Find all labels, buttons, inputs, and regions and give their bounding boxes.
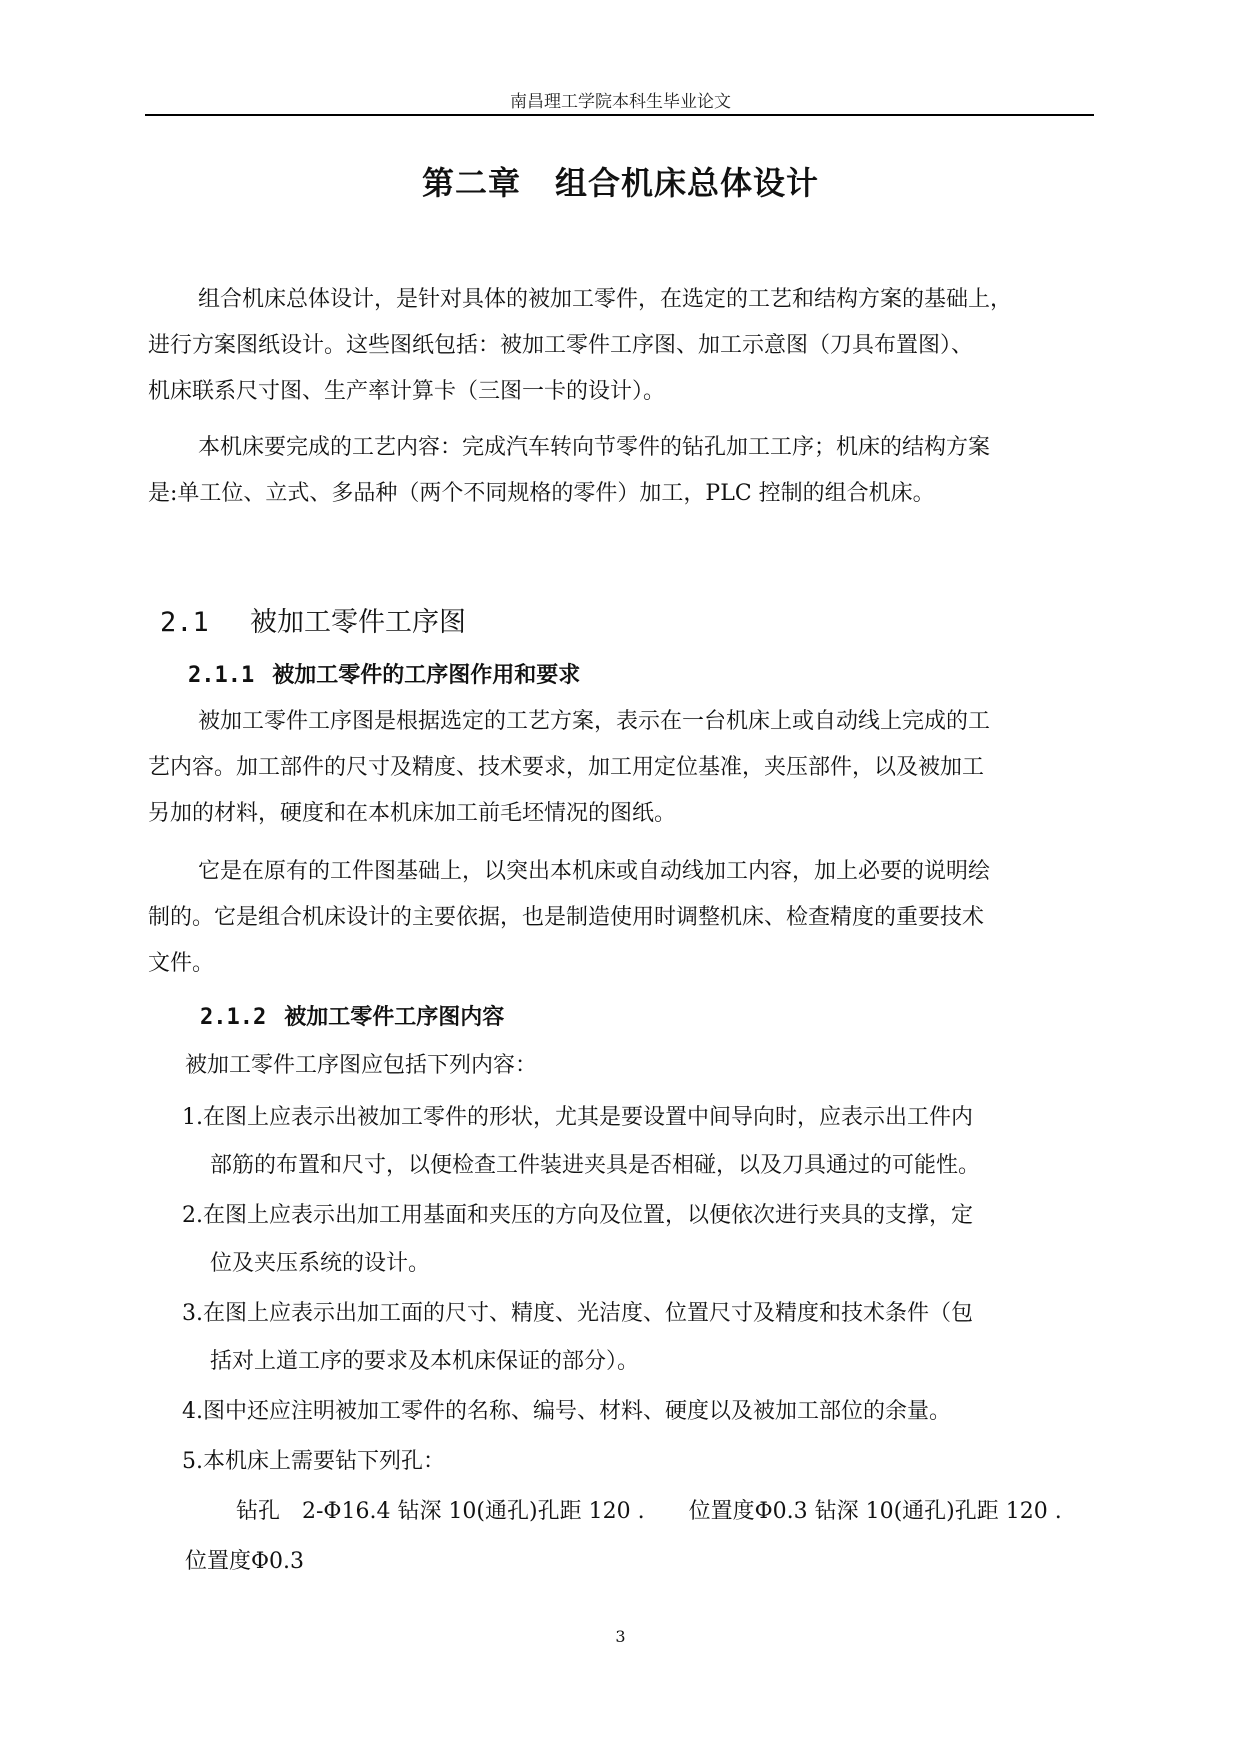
intro-p1-line3: 机床联系尺寸图、生产率计算卡（三图一卡的设计）。 [148,379,666,404]
list-item-2-line1: 2.在图上应表示出加工用基面和夹压的方向及位置，以便依次进行夹具的支撑，定 [182,1203,973,1228]
list-item-5-line1: 5.本机床上需要钻下列孔： [182,1449,445,1474]
list-item-3-line2: 括对上道工序的要求及本机床保证的部分）。 [210,1349,640,1374]
s212-lead: 被加工零件工序图应包括下列内容： [185,1053,538,1078]
running-header: 南昌理工学院本科生毕业论文 [510,92,731,112]
list-item-1-line1: 1.在图上应表示出被加工零件的形状，尤其是要设置中间导向时，应表示出工件内 [182,1105,973,1130]
header-rule [145,114,1094,116]
chapter-number: 第二章 [421,164,521,202]
list-item-1-line2: 部筋的布置和尺寸，以便检查工件装进夹具是否相碰，以及刀具通过的可能性。 [210,1153,981,1178]
chapter-name: 组合机床总体设计 [555,164,820,202]
intro-p2-line2: 是:单工位、立式、多品种（两个不同规格的零件）加工，PLC 控制的组合机床。 [148,481,935,506]
drill-spec-line2: 位置度Φ0.3 [185,1549,305,1574]
list-item-3-line1: 3.在图上应表示出加工面的尺寸、精度、光洁度、位置尺寸及精度和技术条件（包 [182,1301,973,1326]
s211-p2-line1: 它是在原有的工件图基础上，以突出本机床或自动线加工内容，加上必要的说明绘 [198,859,991,884]
section-heading-2-1-2 [200,1000,504,1031]
s211-p2-line3: 文件。 [148,951,215,976]
list-item-4-line1: 4.图中还应注明被加工零件的名称、编号、材料、硬度以及被加工部位的余量。 [182,1399,951,1424]
page-number: 3 [615,1627,626,1646]
section-number: 2.1.1 [188,663,255,688]
list-item-2-line2: 位及夹压系统的设计。 [210,1251,431,1276]
s211-p2-line2: 制的。它是组合机床设计的主要依据，也是制造使用时调整机床、检查精度的重要技术 [148,905,985,930]
section-number: 2.1 [160,607,209,638]
section-heading-2-1 [160,600,466,639]
chapter-title [0,158,1241,204]
intro-p1-line1: 组合机床总体设计，是针对具体的被加工零件，在选定的工艺和结构方案的基础上， [198,287,1013,312]
section-number: 2.1.2 [200,1005,267,1030]
s211-p1-line1: 被加工零件工序图是根据选定的工艺方案，表示在一台机床上或自动线上完成的工 [198,709,991,734]
s211-p1-line3: 另加的材料，硬度和在本机床加工前毛坯情况的图纸。 [148,801,677,826]
s211-p1-line2: 艺内容。加工部件的尺寸及精度、技术要求，加工用定位基准，夹压部件，以及被加工 [148,755,985,780]
drill-spec-line1: 钻孔 2-Φ16.4 钻深 10(通孔)孔距 120 . 位置度Φ0.3 钻深 10(通孔)孔距 120 . [236,1499,1062,1524]
section-title: 被加工零件工序图内容 [284,1005,505,1030]
section-title: 被加工零件的工序图作用和要求 [272,663,581,688]
intro-p2-line1: 本机床要完成的工艺内容：完成汽车转向节零件的钻孔加工工序；机床的结构方案 [198,435,991,460]
section-title: 被加工零件工序图 [250,607,466,638]
intro-p1-line2: 进行方案图纸设计。这些图纸包括：被加工零件工序图、加工示意图（刀具布置图）、 [148,333,974,358]
section-heading-2-1-1 [188,658,580,689]
